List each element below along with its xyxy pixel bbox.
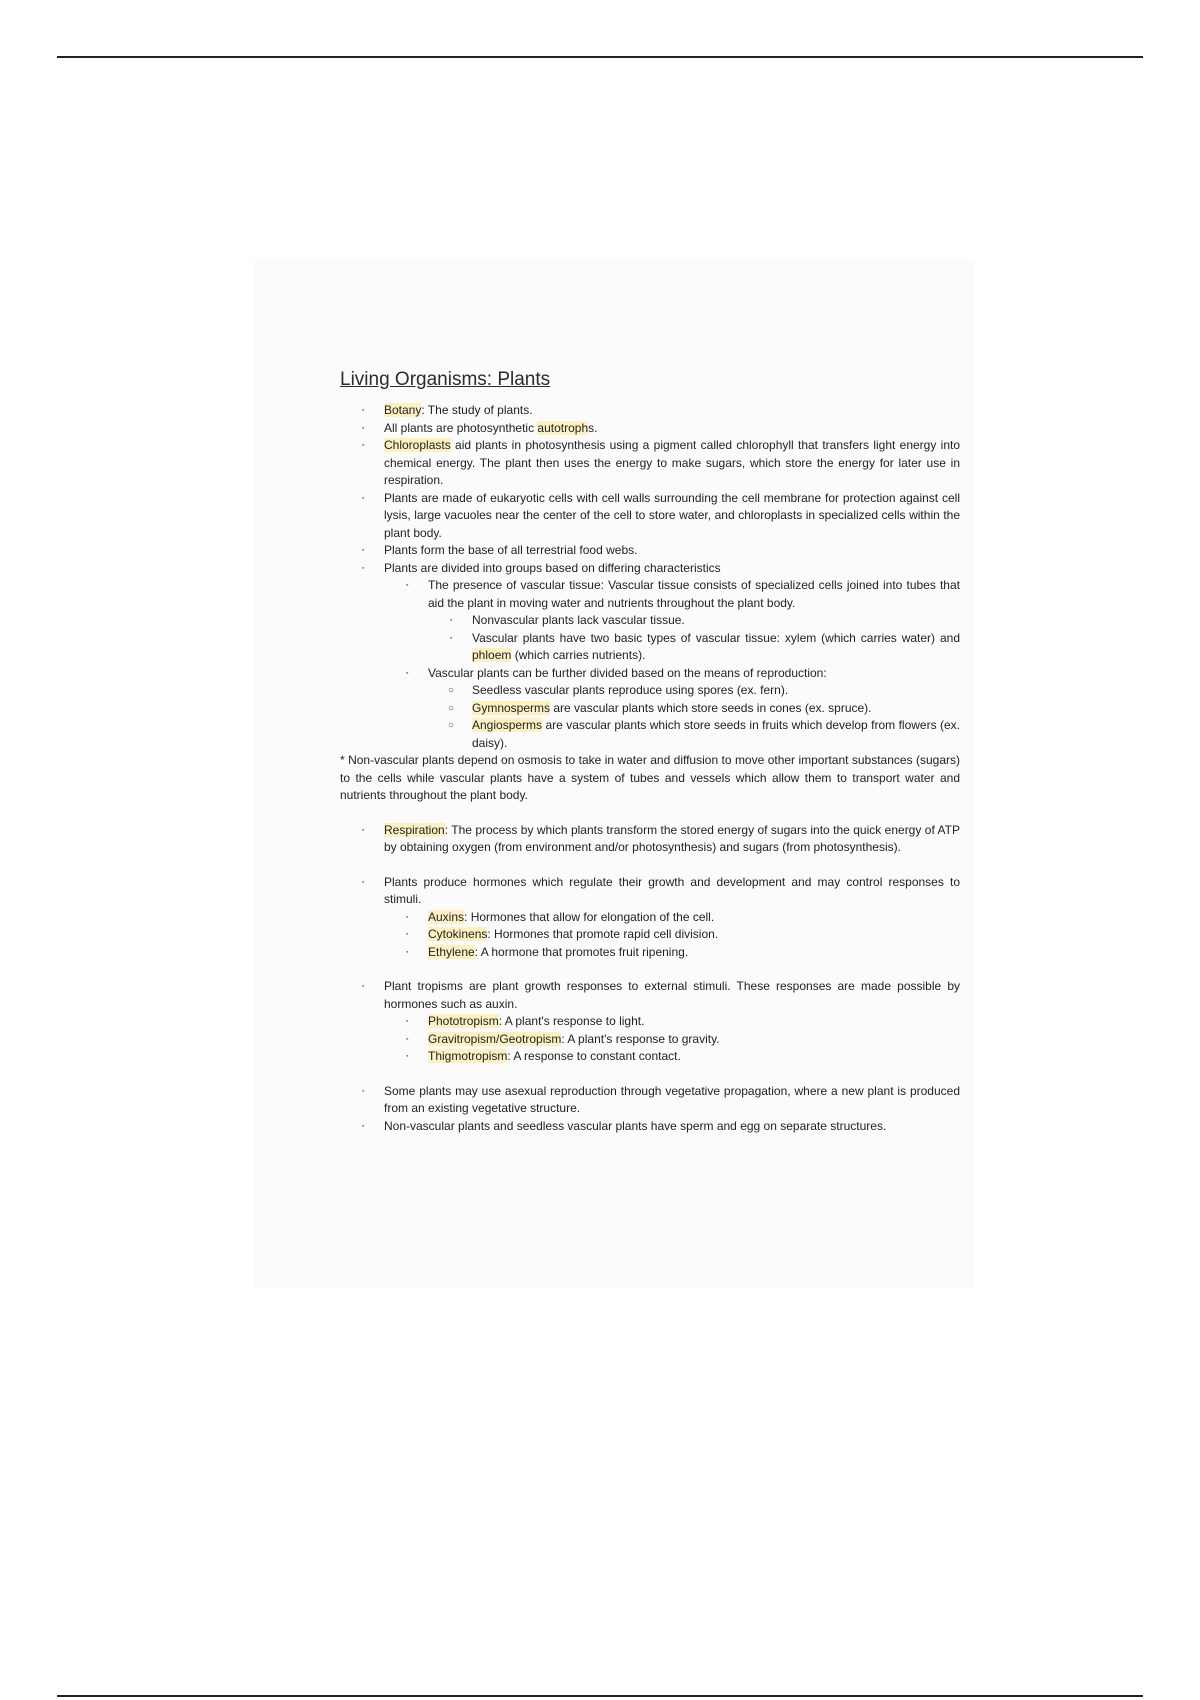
term-highlight: Cytokinens xyxy=(428,927,488,941)
main-list xyxy=(340,402,960,752)
term-highlight: Gravitropism/Geotropism xyxy=(428,1031,562,1046)
list-item: ▪ Botany: The study of plants. xyxy=(340,402,960,420)
list-item: ▪ All plants are photosynthetic autotrophs. xyxy=(340,420,960,438)
respiration-list xyxy=(340,822,960,857)
list-item: ▪ Nonvascular plants lack vascular tissue. xyxy=(428,612,960,630)
term-highlight: Phototropism xyxy=(428,1014,499,1028)
final-list xyxy=(340,1083,960,1136)
document-content xyxy=(340,368,960,1135)
list-item: ○ Angiosperms are vascular plants which store seeds in fruits which develop from flowers (ex. daisy). xyxy=(428,717,960,752)
list-item: ▪ Phototropism: A plant's response to light. xyxy=(384,1013,960,1031)
list-item: ▪ Plants are divided into groups based on differing characteristics ▪ The presence of vascular tissue: Vascular tissue consists of specialized cells joined into tubes that aid the plant in moving water and nutrients throughout the plant body. ▪ Nonvascular plants lack vascular tissue. ▪ Vascular plants have two basic types of vascular tissue: xylem (which carries water) and phloem (which carries nutrients). ▪ Vascular plants can be further divided based on the means of reproduction: ○ Seedless vascular plants reproduce using spores (ex. fern). ○ Gymnosperms are vascular plants which store seeds in cones (ex. spruce). ○ Angiosperms are vascular plants which store seeds in fruits which develop from flowers (ex. daisy). xyxy=(340,560,960,753)
sub-sub-list xyxy=(428,682,960,752)
bottom-rule xyxy=(57,1695,1143,1697)
list-item: ▪ Plants are made of eukaryotic cells with cell walls surrounding the cell membrane for protection against cell lysis, large vacuoles near the center of the cell to store water, and chloroplasts in specialized cells within the plant body. xyxy=(340,490,960,543)
list-item: ▪ Non-vascular plants and seedless vascular plants have sperm and egg on separate structures. xyxy=(340,1118,960,1136)
list-item: ▪ Respiration: The process by which plants transform the stored energy of sugars into the quick energy of ATP by obtaining oxygen (from environment and/or photosynthesis) and sugars (from photosynthesis). xyxy=(340,822,960,857)
list-item: ▪ Some plants may use asexual reproduction through vegetative propagation, where a new plant is produced from an existing vegetative structure. xyxy=(340,1083,960,1118)
term-highlight: phloem xyxy=(472,648,512,662)
sub-list xyxy=(384,909,960,962)
sub-list xyxy=(384,1013,960,1066)
tropisms-list xyxy=(340,978,960,1066)
list-item: ▪ Auxins: Hormones that allow for elongation of the cell. xyxy=(384,909,960,927)
term-highlight: Angiosperms xyxy=(472,718,543,732)
term-highlight: Ethylene xyxy=(428,944,475,959)
list-item: ▪ Plant tropisms are plant growth responses to external stimuli. These responses are made possible by hormones such as auxin. ▪ Phototropism: A plant's response to light. ▪ Gravitropism/Geotropism: A plant's response to gravity. ▪ Thigmotropism: A response to constant contact. xyxy=(340,978,960,1066)
term-highlight: autotroph xyxy=(537,420,589,435)
list-item: ▪ Cytokinens: Hormones that promote rapid cell division. xyxy=(384,926,960,944)
term-highlight: Thigmotropism xyxy=(428,1049,508,1063)
footnote: * Non-vascular plants depend on osmosis to take in water and diffusion to move other important substances (sugars) to the cells while vascular plants have a system of tubes and vessels which allow them to transport water and nutrients throughout the plant body. xyxy=(340,753,960,802)
list-item: ○ Seedless vascular plants reproduce using spores (ex. fern). xyxy=(428,682,960,700)
term-highlight: Respiration xyxy=(384,822,445,837)
list-item: ▪ Plants produce hormones which regulate their growth and development and may control responses to stimuli. ▪ Auxins: Hormones that allow for elongation of the cell. ▪ Cytokinens: Hormones that promote rapid cell division. ▪ Ethylene: A hormone that promotes fruit ripening. xyxy=(340,874,960,962)
sub-list xyxy=(384,577,960,752)
list-item: ▪ Vascular plants can be further divided based on the means of reproduction: ○ Seedless vascular plants reproduce using spores (ex. fern). ○ Gymnosperms are vascular plants which store seeds in cones (ex. spruce). ○ Angiosperms are vascular plants which store seeds in fruits which develop from flowers (ex. daisy). xyxy=(384,665,960,753)
list-item: ▪ Gravitropism/Geotropism: A plant's response to gravity. xyxy=(384,1031,960,1049)
list-item: ○ Gymnosperms are vascular plants which store seeds in cones (ex. spruce). xyxy=(428,700,960,718)
list-item: ▪ The presence of vascular tissue: Vascular tissue consists of specialized cells joined into tubes that aid the plant in moving water and nutrients throughout the plant body. ▪ Nonvascular plants lack vascular tissue. ▪ Vascular plants have two basic types of vascular tissue: xylem (which carries water) and phloem (which carries nutrients). xyxy=(384,577,960,665)
list-item: ▪ Chloroplasts aid plants in photosynthesis using a pigment called chlorophyll that transfers light energy into chemical energy. The plant then uses the energy to make sugars, which store the energy for later use in respiration. xyxy=(340,437,960,490)
sub-sub-list xyxy=(428,612,960,665)
list-item: ▪ Plants form the base of all terrestrial food webs. xyxy=(340,542,960,560)
list-item: ▪ Vascular plants have two basic types of vascular tissue: xylem (which carries water) and phloem (which carries nutrients). xyxy=(428,630,960,665)
term-highlight: Auxins xyxy=(428,909,465,924)
page-title: Living Organisms: Plants xyxy=(340,369,551,390)
term-highlight: Botany xyxy=(384,403,422,417)
term-highlight: Gymnosperms xyxy=(472,700,551,715)
list-item: ▪ Ethylene: A hormone that promotes fruit ripening. xyxy=(384,944,960,962)
list-item: ▪ Thigmotropism: A response to constant contact. xyxy=(384,1048,960,1066)
hormones-list xyxy=(340,874,960,962)
top-rule xyxy=(57,56,1143,58)
term-highlight: Chloroplasts xyxy=(384,438,451,452)
